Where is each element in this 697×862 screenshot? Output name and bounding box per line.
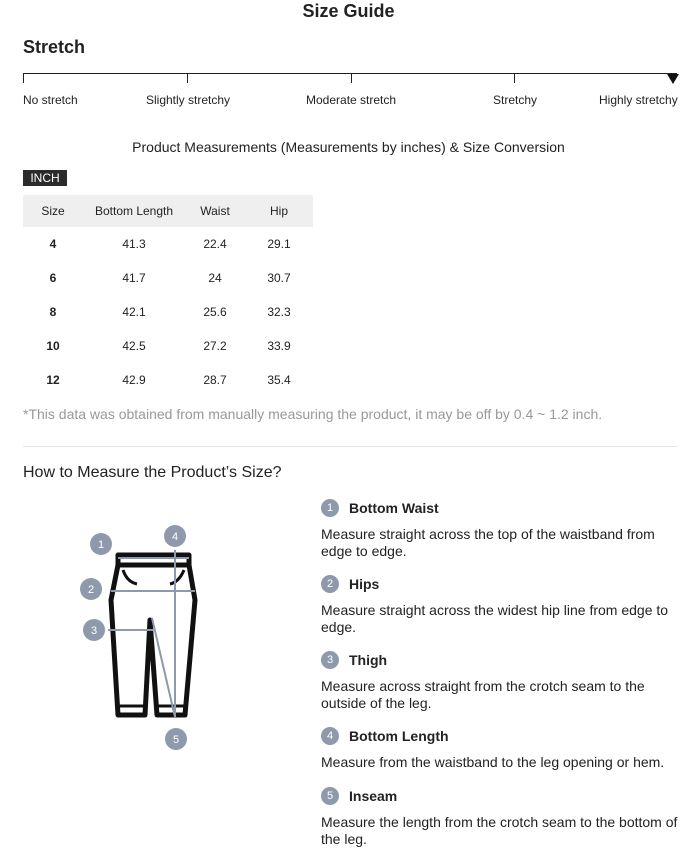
cell-waist: 27.2 (203, 339, 227, 353)
stretch-tick (187, 73, 188, 83)
cell-waist: 22.4 (203, 237, 227, 251)
measure-item-hips (321, 575, 681, 636)
marker-5-label: 5 (172, 734, 180, 746)
table-header-row (23, 195, 313, 227)
marker-3-label: 3 (90, 625, 98, 637)
unit-badge[interactable]: INCH (23, 170, 67, 186)
measurement-disclaimer: *This data was obtained from manually measuring the product, it may be off by 0.4 ~ 1.2 inch. (23, 406, 603, 422)
cell-size: 6 (49, 271, 57, 285)
stretch-label-slight: Slightly stretchy (146, 93, 231, 107)
header-waist: Waist (185, 195, 245, 227)
measure-title: Thigh (349, 652, 388, 668)
page-title: Size Guide (302, 1, 395, 21)
cell-hip: 33.9 (267, 339, 291, 353)
how-to-measure-heading: How to Measure the Product’s Size? (23, 464, 282, 481)
cell-size: 8 (49, 305, 57, 319)
measure-title: Hips (349, 576, 380, 592)
measure-title: Bottom Waist (349, 500, 439, 516)
marker-4-label: 4 (171, 531, 179, 543)
size-table (23, 195, 313, 397)
cell-bottom-length: 42.1 (122, 305, 146, 319)
table-row (23, 227, 313, 261)
pants-pocket-right (170, 570, 184, 584)
cell-waist: 28.7 (203, 373, 227, 387)
cell-hip: 32.3 (267, 305, 291, 319)
number-1-icon: 1 (321, 499, 339, 517)
cell-waist: 24 (208, 271, 222, 285)
stretch-heading: Stretch (23, 37, 86, 57)
table-row (23, 295, 313, 329)
measure-item-thigh (321, 651, 681, 712)
stretch-label-stretchy: Stretchy (493, 93, 538, 107)
measure-description: Measure across straight from the crotch seam to the outside of the leg. (321, 678, 645, 711)
measure-description: Measure the length from the crotch seam to the bottom of the leg. (321, 814, 678, 847)
number-2-icon: 2 (321, 575, 339, 593)
number-4-icon: 4 (321, 727, 339, 745)
cell-waist: 25.6 (203, 305, 227, 319)
pants-waistband (118, 555, 189, 565)
header-bottom-length: Bottom Length (83, 195, 185, 227)
cell-hip: 30.7 (267, 271, 291, 285)
measure-description: Measure straight across the top of the waistband from edge to edge. (321, 526, 655, 559)
stretch-label-none: No stretch (23, 93, 78, 107)
cell-size: 12 (46, 373, 60, 387)
table-row (23, 261, 313, 295)
stretch-label-highly: Highly stretchy (599, 93, 678, 107)
cell-size: 10 (46, 339, 60, 353)
measure-item-bottom-length (321, 727, 681, 771)
measure-item-inseam (321, 787, 681, 848)
measure-description: Measure straight across the widest hip line from edge to edge. (321, 602, 669, 635)
number-5-icon: 5 (321, 787, 339, 805)
marker-1-label: 1 (97, 539, 105, 551)
measure-item-bottom-waist (321, 499, 681, 560)
cell-bottom-length: 42.5 (122, 339, 146, 353)
section-divider (23, 446, 677, 447)
pants-measurement-diagram (75, 520, 215, 760)
number-3-icon: 3 (321, 651, 339, 669)
stretch-tick (351, 73, 352, 83)
header-size: Size (23, 195, 83, 227)
cell-bottom-length: 42.9 (122, 373, 146, 387)
table-row (23, 329, 313, 363)
pants-outline (111, 565, 195, 715)
marker-2-label: 2 (87, 584, 95, 596)
stretch-tick (514, 73, 515, 83)
stretch-tick (23, 73, 24, 83)
cell-hip: 35.4 (267, 373, 291, 387)
cell-size: 4 (49, 237, 57, 251)
measure-description: Measure from the waistband to the leg opening or hem. (321, 754, 665, 770)
header-hip: Hip (245, 195, 313, 227)
stretch-scale-line (23, 73, 677, 74)
measure-title: Inseam (349, 788, 398, 804)
stretch-label-moderate: Moderate stretch (306, 93, 397, 107)
measurements-caption: Product Measurements (Measurements by inches) & Size Conversion (132, 139, 565, 155)
cell-bottom-length: 41.3 (122, 237, 146, 251)
stretch-selected-marker-icon (667, 74, 679, 84)
table-row (23, 363, 313, 397)
cell-hip: 29.1 (267, 237, 291, 251)
measure-title: Bottom Length (349, 728, 449, 744)
cell-bottom-length: 41.7 (122, 271, 146, 285)
pants-pocket-left (123, 570, 137, 584)
